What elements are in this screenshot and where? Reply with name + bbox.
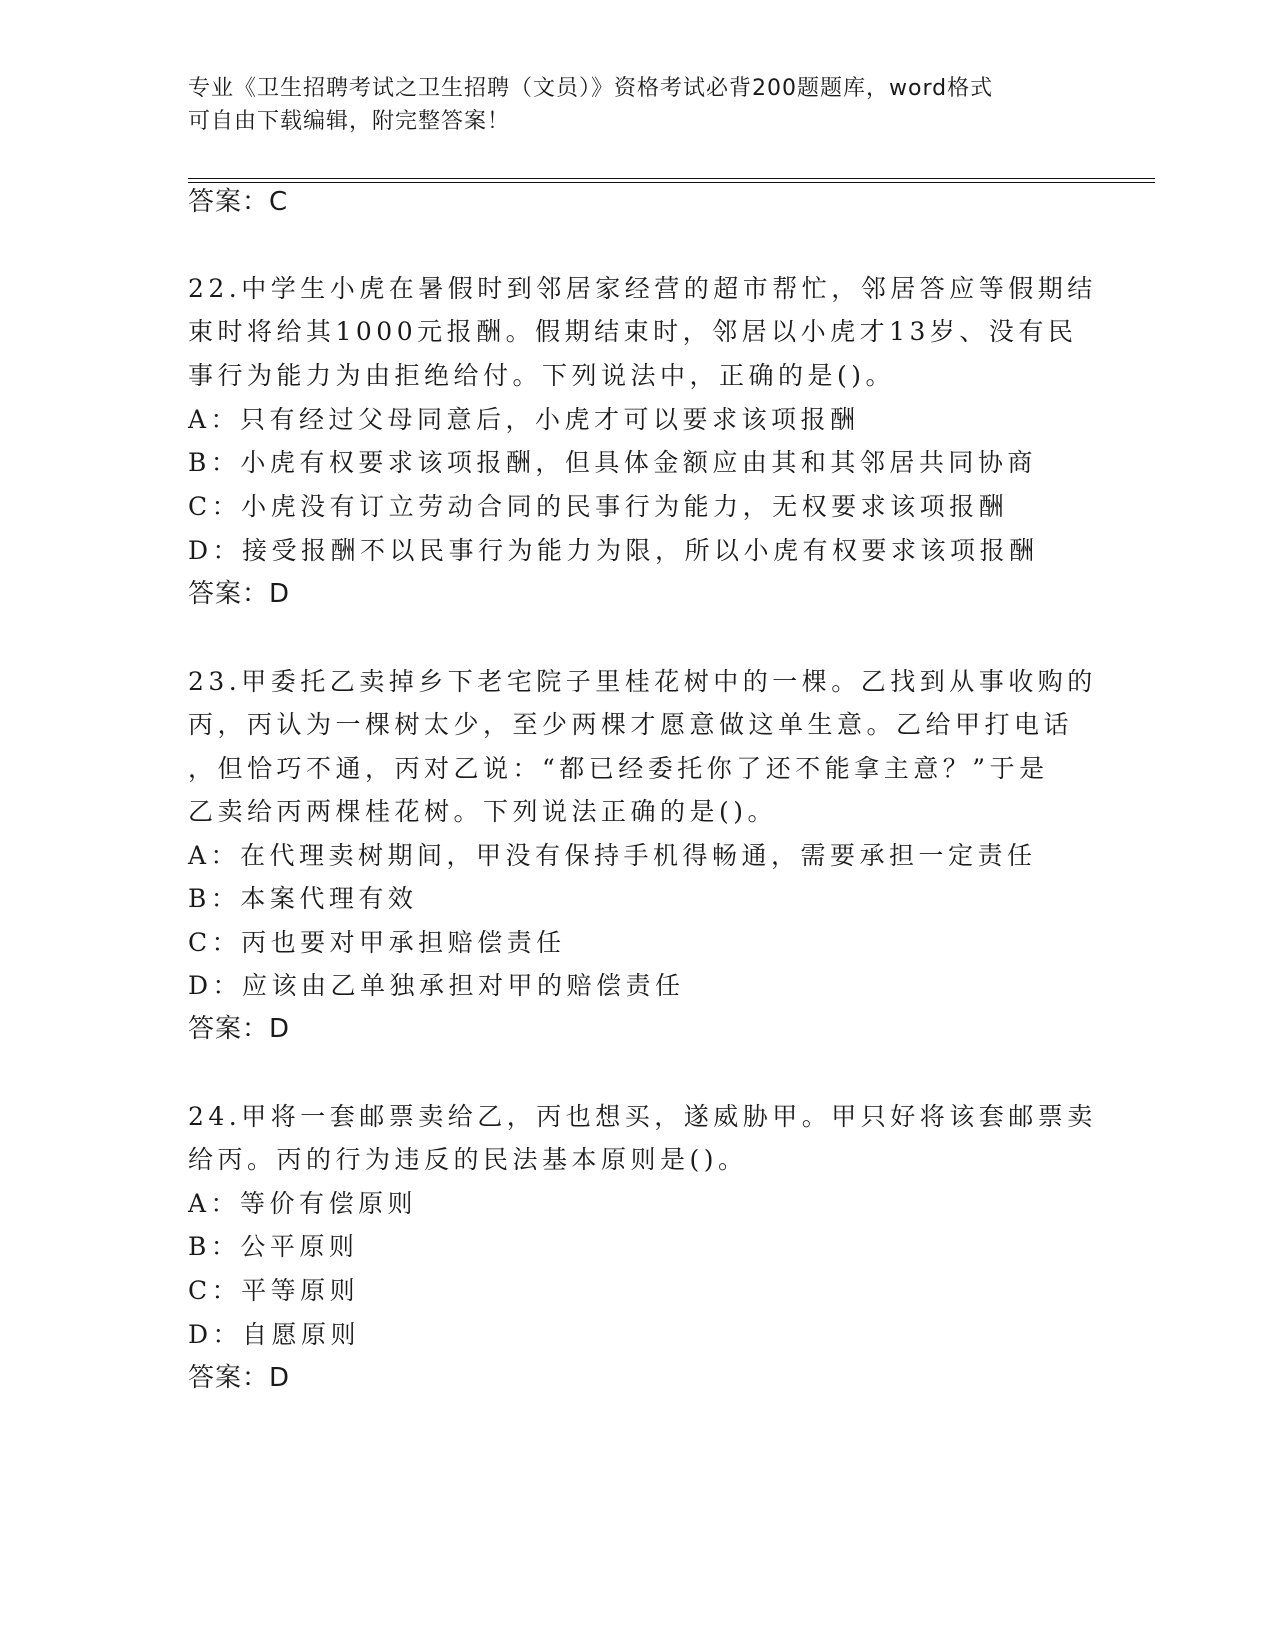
header-title-line-2: 可自由下载编辑，附完整答案！ [188,109,511,134]
option-a: A：在代理卖树期间，甲没有保持手机得畅通，需要承担一定责任 [188,841,1037,870]
document-header [188,72,1088,138]
option-b: B：小虎有权要求该项报酬，但具体金额应由其和其邻居共同协商 [188,448,1037,477]
question-stem-line: 23.甲委托乙卖掉乡下老宅院子里桂花树中的一棵。乙找到从事收购的 [188,667,1097,696]
answer-label: 答案：D [188,1014,291,1044]
question-stem-line: 22.中学生小虎在暑假时到邻居家经营的超市帮忙，邻居答应等假期结 [188,274,1097,303]
option-c: C：小虎没有订立劳动合同的民事行为能力，无权要求该项报酬 [188,492,1009,521]
header-divider-top [188,178,1155,179]
option-d: D：自愿原则 [188,1320,361,1349]
question-stem-line: 事行为能力为由拒绝给付。下列说法中，正确的是()。 [188,361,896,390]
option-a: A：只有经过父母同意后，小虎才可以要求该项报酬 [188,405,860,434]
header-title-line-1: 专业《卫生招聘考试之卫生招聘（文员）》资格考试必背200题题库，word格式 [188,76,994,101]
previous-answer: 答案：C [188,187,289,217]
option-b: B：本案代理有效 [188,884,418,913]
question-stem-line: 给丙。丙的行为违反的民法基本原则是()。 [188,1145,748,1174]
question-stem-line: ，但恰巧不通，丙对乙说：“都已经委托你了还不能拿主意？”于是 [188,754,1049,783]
question-stem-line: 24.甲将一套邮票卖给乙，丙也想买，遂威胁甲。甲只好将该套邮票卖 [188,1102,1097,1131]
question-stem-line: 乙卖给丙两棵桂花树。下列说法正确的是()。 [188,797,778,826]
option-a: A：等价有偿原则 [188,1189,418,1218]
answer-label: 答案：D [188,1363,291,1393]
option-c: C：丙也要对甲承担赔偿责任 [188,928,566,957]
question-stem-line: 丙，丙认为一棵树太少，至少两棵才愿意做这单生意。乙给甲打电话 [188,710,1074,739]
option-c: C：平等原则 [188,1276,360,1305]
header-divider-bottom [188,182,1155,183]
question-stem-line: 束时将给其1000元报酬。假期结束时，邻居以小虎才13岁、没有民 [188,317,1078,346]
option-d: D：应该由乙单独承担对甲的赔偿责任 [188,971,685,1000]
option-b: B：公平原则 [188,1232,359,1261]
answer-label: 答案：D [188,579,291,609]
option-d: D：接受报酬不以民事行为能力为限，所以小虎有权要求该项报酬 [188,536,1039,565]
